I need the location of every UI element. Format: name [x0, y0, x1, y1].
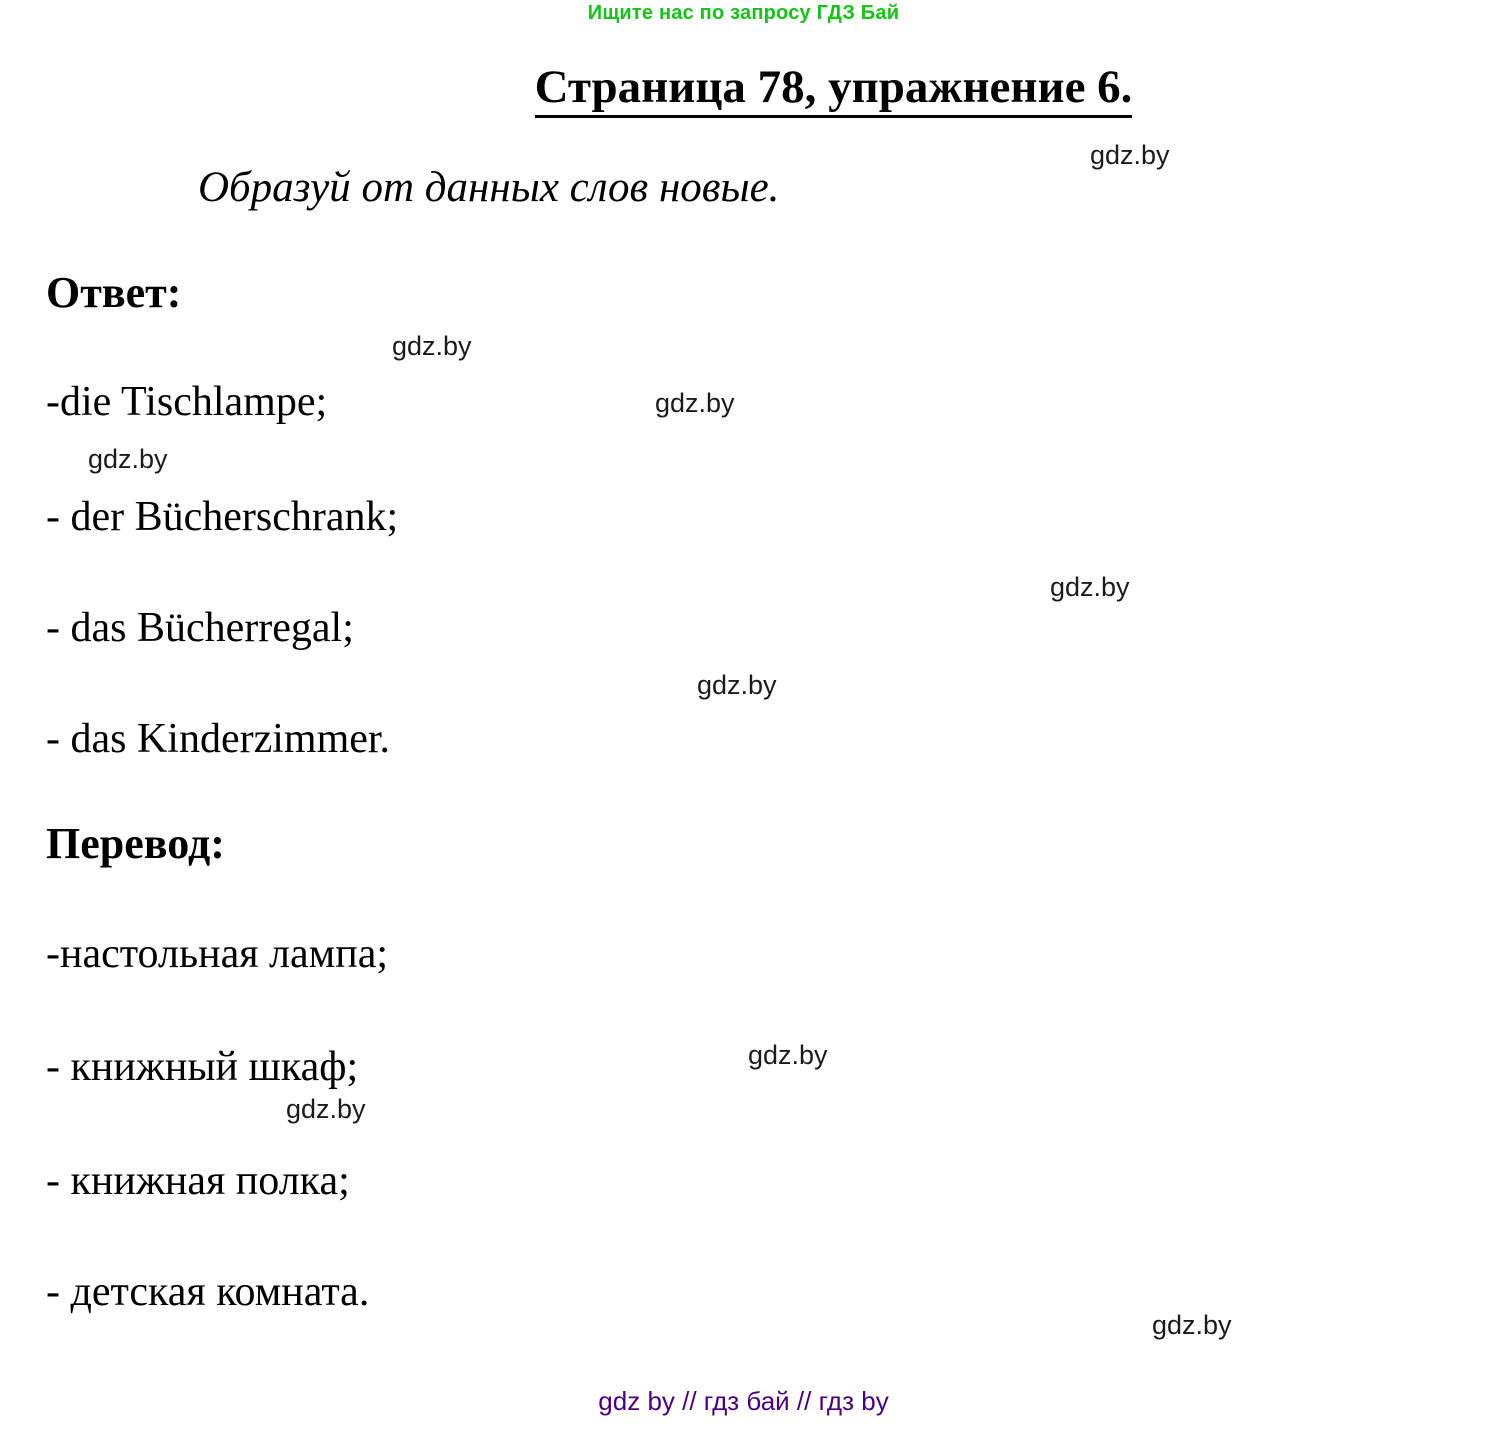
- site-promo-banner: Ищите нас по запросу ГДЗ Бай: [587, 2, 900, 24]
- translation-heading: Перевод:: [46, 819, 225, 868]
- translation-line: - книжная полка;: [46, 1158, 350, 1204]
- watermark-gdz: gdz.by: [286, 1094, 366, 1124]
- answer-line: - der Bücherschrank;: [46, 494, 399, 540]
- answer-line: - das Kinderzimmer.: [46, 716, 391, 762]
- translation-line: -настольная лампа;: [46, 931, 389, 977]
- watermark-gdz: gdz.by: [1152, 1310, 1232, 1340]
- watermark-gdz: gdz.by: [1090, 140, 1170, 170]
- translation-line: - детская комната.: [46, 1269, 370, 1315]
- answer-line: - das Bücherregal;: [46, 605, 354, 651]
- watermark-gdz: gdz.by: [1050, 572, 1130, 602]
- page-title: [0, 60, 1487, 114]
- answer-line: -die Tischlampe;: [46, 379, 328, 425]
- watermark-gdz: gdz.by: [697, 670, 777, 700]
- page-title-text: Страница 78, упражнение 6.: [535, 61, 1133, 118]
- translation-line: - книжный шкаф;: [46, 1044, 359, 1090]
- exercise-instruction: Образуй от данных слов новые.: [198, 164, 780, 211]
- watermark-gdz: gdz.by: [88, 444, 168, 474]
- footer-links: gdz by // гдз бай // гдз by: [598, 1386, 889, 1416]
- watermark-gdz: gdz.by: [655, 388, 735, 418]
- watermark-gdz: gdz.by: [748, 1040, 828, 1070]
- watermark-gdz: gdz.by: [392, 331, 472, 361]
- answer-heading: Ответ:: [46, 268, 182, 317]
